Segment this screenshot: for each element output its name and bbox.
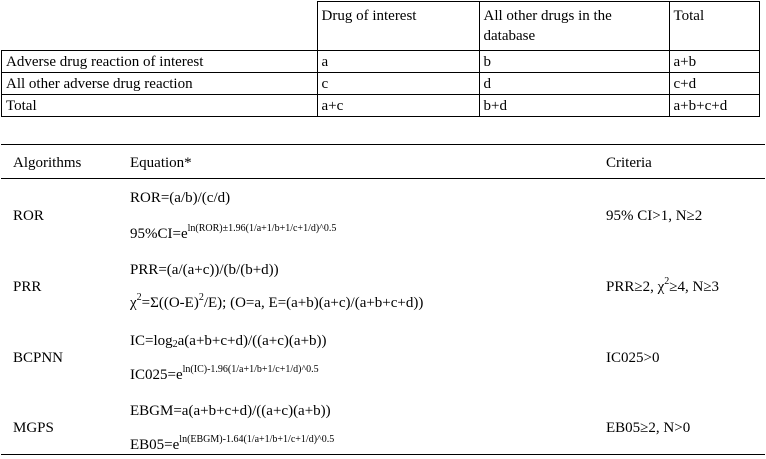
table-cell: a [317,51,479,73]
algorithm-ror: ROR [13,208,44,224]
table-cell: c+d [669,73,759,95]
table-cell: d [479,73,669,95]
ror-ci-equation: $95\%CI=e^{ln(ROR)\pm 1.96(1/a+1/b+1/c+1/d)\^{}0.5}$ [130,223,337,242]
table-cell: a+b [669,51,759,73]
prr-equation: PRR=(a/(a+c))/(b/(b+d)) [130,262,279,278]
header-all-other-drugs: All other drugs in the database [479,2,669,51]
table-bottom-rule [1,454,765,455]
algorithm-bcpnn: BCPNN [13,350,64,366]
prr-criteria: PRR≥2, $\chi^2\ge 4$, N≥3 [606,276,720,295]
table-row [2,73,760,95]
row-label: Total [2,95,318,117]
table-top-rule [1,144,765,145]
row-label: Adverse drug reaction of interest [2,51,318,73]
prr-chi-square-equation: $\chi^2=\Sigma((O-E)^2/E)$; (O=a, E=(a+b)(a+c)/(a+b+c+d)) [130,292,424,311]
contingency-header-row [2,2,760,51]
header-equation: Equation* [130,155,192,171]
ror-criteria: 95% CI>1, N≥2 [606,208,703,224]
algorithm-prr: PRR [13,279,42,295]
contingency-table [1,1,760,117]
row-label: All other adverse drug reaction [2,73,318,95]
bcpnn-criteria: IC025>0 [606,350,660,366]
header-algorithms: Algorithms [13,155,82,171]
bcpnn-ic025-equation: $IC025=e^{ln(IC)-1.96(1/a+1/b+1/c+1/d)\^{}0.5}$ [130,364,319,383]
table-cell: a+b+c+d [669,95,759,117]
header-bottom-rule [1,178,765,179]
table-row [2,51,760,73]
contingency-corner-cell [2,2,318,51]
ror-equation: ROR=(a/b)/(c/d) [130,190,231,206]
bcpnn-equation: $IC=\log_2a(a+b+c+d)/((a+c)(a+b))$ [130,333,327,350]
algorithm-mgps: MGPS [13,420,54,436]
header-criteria: Criteria [606,155,652,171]
table-cell: a+c [317,95,479,117]
table-cell: b [479,51,669,73]
table-cell: c [317,73,479,95]
mgps-criteria: EB05≥2, N>0 [606,420,691,436]
table-cell: b+d [479,95,669,117]
mgps-equation: EBGM=a(a+b+c+d)/((a+c)(a+b)) [130,403,331,419]
table-row [2,95,760,117]
header-total: Total [669,2,759,51]
mgps-eb05-equation: $EB05=e^{ln(EBGM)-1.64(1/a+1/b+1/c+1/d)\^{}0.5}$ [130,434,335,453]
header-drug-of-interest: Drug of interest [317,2,479,51]
